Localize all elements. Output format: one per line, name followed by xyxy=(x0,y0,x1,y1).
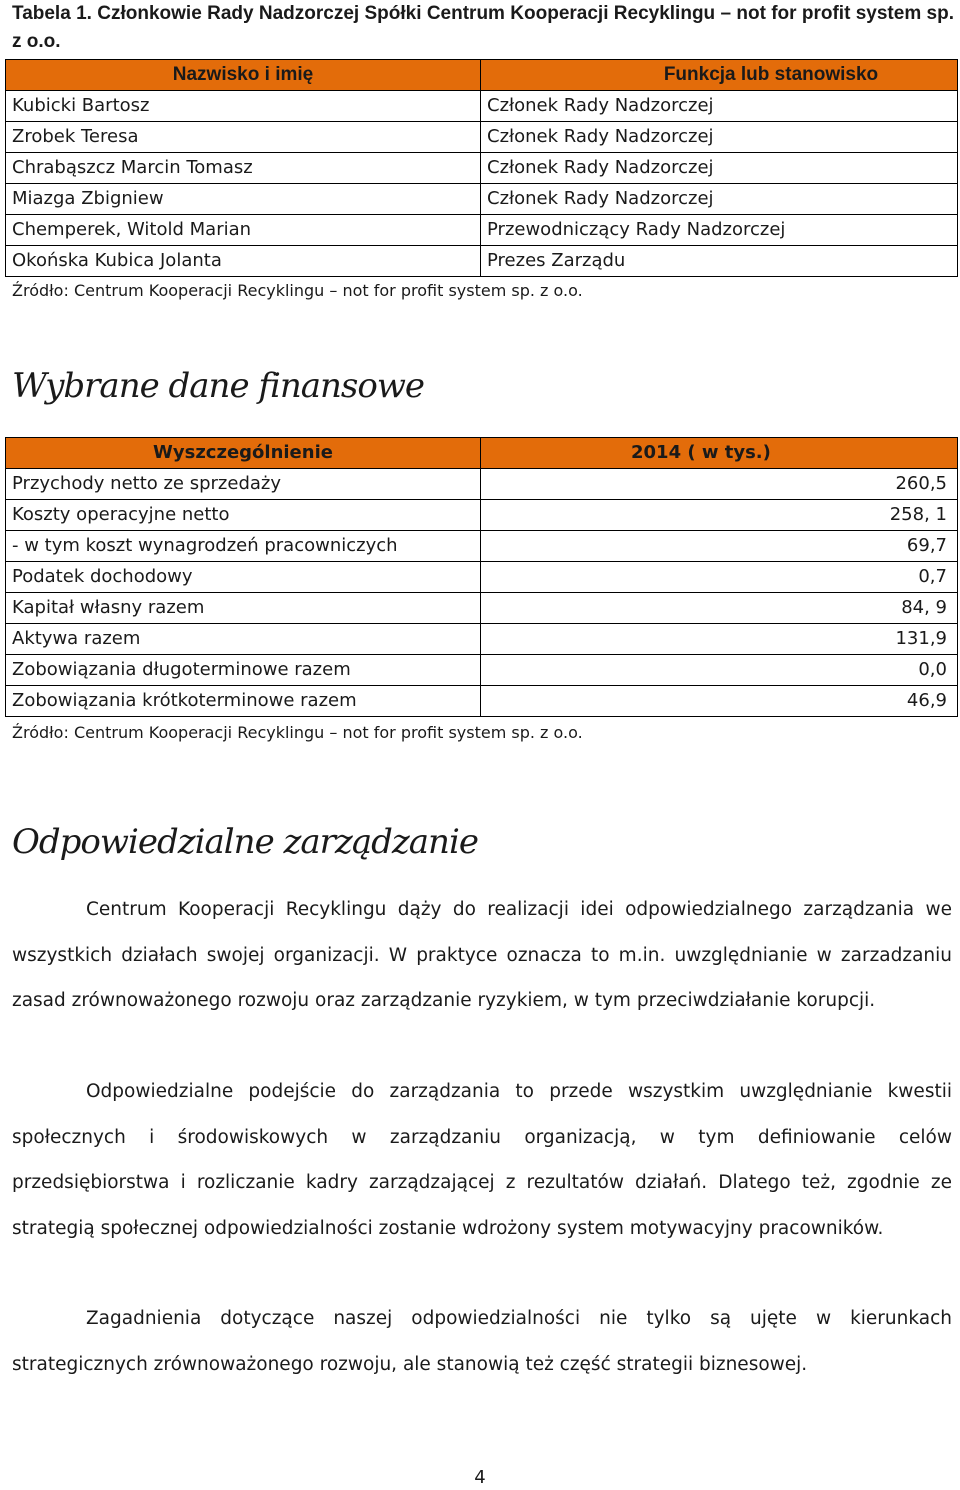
finance-value: 260,5 xyxy=(481,469,958,500)
member-function: Członek Rady Nadzorczej xyxy=(481,153,958,184)
finance-item: Podatek dochodowy xyxy=(6,562,481,593)
member-name: Chemperek, Witold Marian xyxy=(6,215,481,246)
finance-value: 131,9 xyxy=(481,624,958,655)
table-row xyxy=(6,469,958,500)
table-row xyxy=(6,655,958,686)
member-name: Zrobek Teresa xyxy=(6,122,481,153)
finance-item: Koszty operacyjne netto xyxy=(6,500,481,531)
paragraph: Odpowiedzialne podejście do zarządzania to przede wszystkim uwzględnianie kwestii społecznych i środowiskowych w zarządzaniu organizacją, w tym definiowanie celów przedsiębiorstwa i rozliczanie kadry zarządzającej z rezultatów działań. Dlatego też, zgodnie ze strategią społecznej odpowiedzialności zostanie wdrożony system motywacyjny pracowników. xyxy=(12,1081,952,1239)
paragraph: Zagadnienia dotyczące naszej odpowiedzialności nie tylko są ujęte w kierunkach strategicznych zrównoważonego rozwoju, ale stanowią też część strategii biznesowej. xyxy=(12,1308,952,1375)
table-row xyxy=(6,153,958,184)
finance-value: 0,0 xyxy=(481,655,958,686)
finance-source: Źródło: Centrum Kooperacji Recyklingu – not for profit system sp. z o.o. xyxy=(12,723,583,742)
table-row xyxy=(6,184,958,215)
header-year-value: 2014 ( w tys.) xyxy=(481,438,958,469)
member-name: Miazga Zbigniew xyxy=(6,184,481,215)
table-row xyxy=(6,624,958,655)
finance-value: 0,7 xyxy=(481,562,958,593)
finance-item: Zobowiązania długoterminowe razem xyxy=(6,655,481,686)
member-name: Okońska Kubica Jolanta xyxy=(6,246,481,277)
table1-caption: Tabela 1. Członkowie Rady Nadzorczej Spółki Centrum Kooperacji Recyklingu – not for profit system sp. z o.o. xyxy=(12,3,954,52)
table-row xyxy=(6,246,958,277)
table-row xyxy=(6,91,958,122)
member-function: Prezes Zarządu xyxy=(481,246,958,277)
member-function: Członek Rady Nadzorczej xyxy=(481,184,958,215)
table-row xyxy=(6,215,958,246)
table-row xyxy=(6,686,958,717)
paragraph: Centrum Kooperacji Recyklingu dąży do realizacji idei odpowiedzialnego zarządzania we wszystkich działach swojej organizacji. W praktyce oznacza to m.in. uwzględnianie w zarzadzaniu zasad zrównoważonego rozwoju oraz zarządzanie ryzykiem, w tym przeciwdziałanie korupcji. xyxy=(12,899,952,1011)
table-header-row xyxy=(6,60,958,91)
finance-item: Przychody netto ze sprzedaży xyxy=(6,469,481,500)
table-row xyxy=(6,122,958,153)
table-header-row xyxy=(6,438,958,469)
table-row xyxy=(6,593,958,624)
table-row xyxy=(6,531,958,562)
header-name: Nazwisko i imię xyxy=(6,60,481,91)
finance-item: Zobowiązania krótkoterminowe razem xyxy=(6,686,481,717)
finance-value: 69,7 xyxy=(481,531,958,562)
finance-item: Aktywa razem xyxy=(6,624,481,655)
finance-item: Kapitał własny razem xyxy=(6,593,481,624)
board-members-table xyxy=(5,59,958,277)
page-number: 4 xyxy=(474,1467,486,1488)
header-function: Funkcja lub stanowisko xyxy=(481,60,958,91)
member-name: Chrabąszcz Marcin Tomasz xyxy=(6,153,481,184)
finance-value: 84, 9 xyxy=(481,593,958,624)
responsible-section-title: Odpowiedzialne zarządzanie xyxy=(12,822,478,862)
finance-section-title: Wybrane dane finansowe xyxy=(12,366,425,406)
member-function: Przewodniczący Rady Nadzorczej xyxy=(481,215,958,246)
member-function: Członek Rady Nadzorczej xyxy=(481,122,958,153)
table-row xyxy=(6,500,958,531)
header-item: Wyszczególnienie xyxy=(6,438,481,469)
table1-source: Źródło: Centrum Kooperacji Recyklingu – not for profit system sp. z o.o. xyxy=(12,281,583,300)
member-function: Członek Rady Nadzorczej xyxy=(481,91,958,122)
finance-table xyxy=(5,437,958,717)
finance-item: - w tym koszt wynagrodzeń pracowniczych xyxy=(6,531,481,562)
member-name: Kubicki Bartosz xyxy=(6,91,481,122)
finance-value: 258, 1 xyxy=(481,500,958,531)
table-row xyxy=(6,562,958,593)
finance-value: 46,9 xyxy=(481,686,958,717)
